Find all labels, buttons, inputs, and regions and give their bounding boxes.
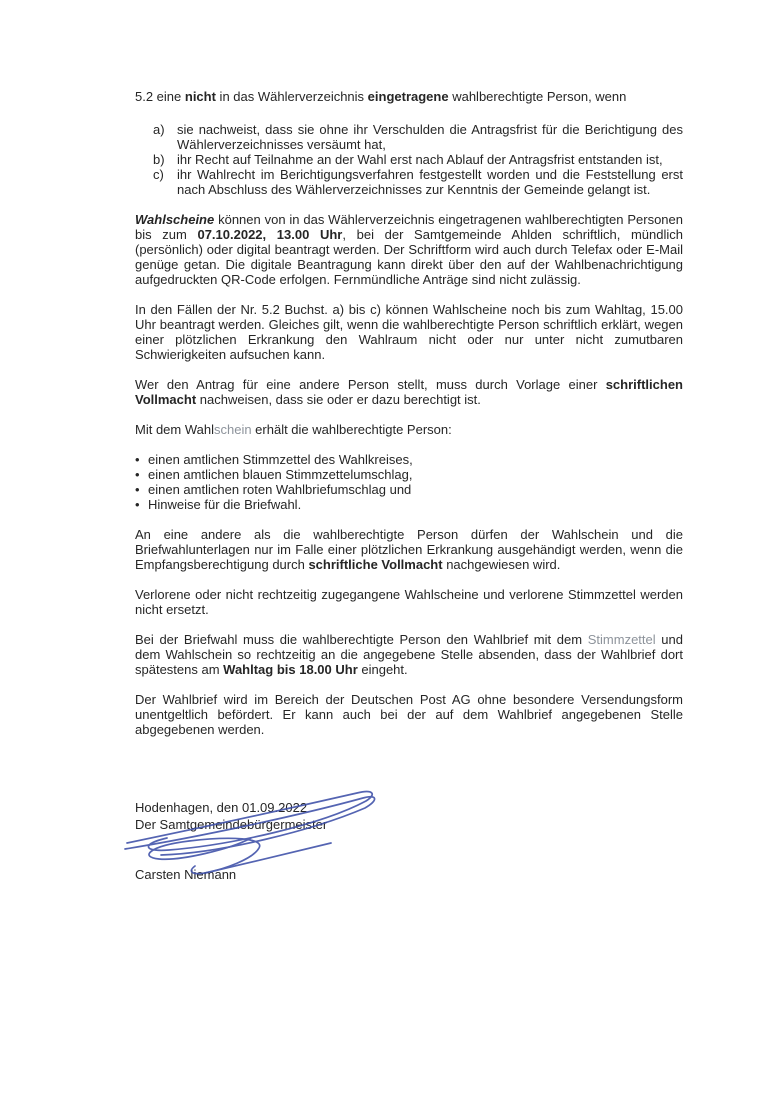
list-item-text: ihr Recht auf Teilnahme an der Wahl erst nach Ablauf der Antragsfrist entstanden ist, [177, 152, 663, 167]
paragraph-text: Verlorene oder nicht rechtzeitig zugegangene Wahlscheine und verlorene Stimmzettel werden nicht ersetzt. [135, 587, 683, 617]
bullet-icon: • [135, 497, 140, 512]
list-item-text: sie nachweist, dass sie ohne ihr Verschulden die Antragsfrist für die Berichtigung des Wählerverzeichnisses versäumt hat, [177, 122, 683, 152]
paragraph-text: erhält die wahlberechtigte Person: [251, 422, 452, 437]
paragraph-wahlscheine-application [135, 212, 683, 287]
bullet-item-text: einen amtlichen Stimmzettel des Wahlkreises, [148, 452, 413, 467]
paragraph-text: können von in das Wählerverzeichnis eingetragenen wahlberechtigten Personen bis zum [135, 212, 683, 242]
signatory-name: Carsten Niemann [135, 867, 237, 882]
paragraph-postal-delivery [135, 692, 683, 737]
bullet-item [135, 452, 683, 467]
signature-title: Der Samtgemeindebürgermeister [135, 817, 328, 832]
term-schriftliche-vollmacht: schriftlichen Vollmacht [135, 377, 683, 407]
bullet-icon: • [135, 482, 140, 497]
bullet-item-text: Hinweise für die Briefwahl. [148, 497, 302, 512]
condition-list [135, 122, 683, 197]
intro-bold-nicht: nicht [184, 89, 216, 104]
intro-bold-eingetragene: eingetragene [367, 89, 449, 104]
bullet-item [135, 482, 683, 497]
list-item-label: c) [153, 167, 164, 182]
bullet-item [135, 497, 683, 512]
paragraph-text: nachgewiesen wird. [442, 557, 561, 572]
document-content [135, 89, 683, 883]
paragraph-postal-vote-deadline [135, 632, 683, 677]
paragraph-text-faded: schein [213, 422, 252, 437]
paragraph-wahlschein-contents-intro [135, 422, 683, 437]
paragraph-text: eingeht. [357, 662, 408, 677]
bullet-item-text: einen amtlichen blauen Stimmzettelumschlag, [148, 467, 413, 482]
paragraph-text: An eine andere als die wahlberechtigte Person dürfen der Wahlschein und die Briefwahlunterlagen nur im Falle einer plötzlichen Erkrankung ausgehändigt werden, wenn die Empfangsberechtigung durch [135, 527, 683, 572]
term-wahlscheine: Wahlscheine [135, 212, 215, 227]
paragraph-proxy-application [135, 377, 683, 407]
paragraph-text: Der Wahlbrief wird im Bereich der Deutschen Post AG ohne besondere Versendungsform unentgeltlich befördert. Er kann auch bei der auf dem Wahlbrief angegebenen Stelle abgegebenen werden. [135, 692, 683, 737]
paragraph-text: Mit dem Wahl [135, 422, 214, 437]
term-schriftliche-vollmacht: schriftliche Vollmacht [308, 557, 443, 572]
paragraph-late-application [135, 302, 683, 362]
list-item [135, 152, 683, 167]
paragraph-handover-restriction [135, 527, 683, 572]
intro-text: in das Wählerverzeichnis [215, 89, 368, 104]
bullet-item [135, 467, 683, 482]
signature-block [135, 799, 683, 883]
intro-text: 5.2 eine [135, 89, 185, 104]
bullet-item-text: einen amtlichen roten Wahlbriefumschlag und [148, 482, 412, 497]
list-item [135, 167, 683, 197]
list-item [135, 122, 683, 152]
paragraph-text: Wer den Antrag für eine andere Person stellt, muss durch Vorlage einer [135, 377, 606, 392]
paragraph-text: nachweisen, dass sie oder er dazu berechtigt ist. [196, 392, 481, 407]
paragraph-text: Bei der Briefwahl muss die wahlberechtigte Person den Wahlbrief mit dem [135, 632, 588, 647]
list-item-label: a) [153, 122, 165, 137]
ballot-materials-list [135, 452, 683, 512]
paragraph-no-replacement [135, 587, 683, 617]
deadline-election-day: Wahltag bis 18.00 Uhr [223, 662, 358, 677]
paragraph-text: und dem Wahlschein so rechtzeitig an die angegebene Stelle absenden, dass der Wahlbrief dort spätestens am [135, 632, 683, 677]
signature-place-date: Hodenhagen, den 01.09.2022 [135, 800, 308, 815]
paragraph-text: In den Fällen der Nr. 5.2 Buchst. a) bis c) können Wahlscheine noch bis zum Wahltag, 15.00 Uhr beantragt werden. Gleiches gilt, wenn die wahlberechtigte Person schriftlich erklärt, wegen einer plötzlichen Erkrankung den Wahlraum nicht oder nur unter nicht zumutbaren Schwierigkeiten aufsuchen kann. [135, 302, 683, 362]
intro-text: wahlberechtigte Person, wenn [448, 89, 627, 104]
paragraph-text: , bei der Samtgemeinde Ahlden schriftlich, mündlich (persönlich) oder digital beantragt werden. Der Schriftform wird auch durch Telefax oder E-Mail genüge getan. Die digitale Beantragung kann direkt über den auf der Wahlbenachrichtigung aufgedruckten QR-Code erfolgen. Fernmündliche Anträge sind nicht zulässig. [135, 227, 683, 287]
paragraph-text-faded: Stimmzettel [587, 632, 656, 647]
bullet-icon: • [135, 467, 140, 482]
deadline-date: 07.10.2022, 13.00 Uhr [197, 227, 343, 242]
list-item-label: b) [153, 152, 165, 167]
list-item-text: ihr Wahlrecht im Berichtigungsverfahren festgestellt worden und die Feststellung erst nach Abschluss des Wählerverzeichnisses zur Kenntnis der Gemeinde gelangt ist. [177, 167, 683, 197]
bullet-icon: • [135, 452, 140, 467]
clause-5-2-intro [135, 89, 683, 104]
